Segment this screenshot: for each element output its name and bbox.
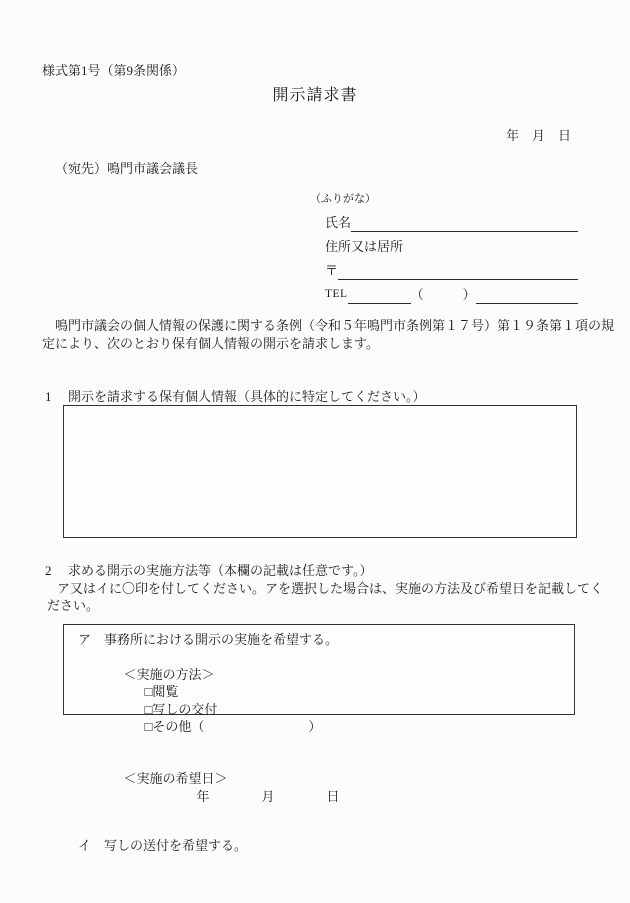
tel-label: TEL xyxy=(325,288,348,301)
option-a-label: ア xyxy=(78,632,92,647)
section-1-number: 1 xyxy=(45,389,52,404)
option-a-row xyxy=(78,631,574,648)
method-option-copy-delivery-label: 写しの交付 xyxy=(152,701,218,717)
option-b-row xyxy=(78,837,574,854)
tel-blank-line-1 xyxy=(348,303,411,304)
paragraph-line-2: 定により、次のとおり保有個人情報の開示を請求します。 xyxy=(42,336,379,351)
method-option-inspection xyxy=(145,684,179,699)
furigana-label: （ふりがな） xyxy=(310,193,376,205)
name-blank-line xyxy=(351,231,578,232)
addressee-line: （宛先）鳴門市議会議長 xyxy=(55,161,199,176)
statutory-citation-paragraph xyxy=(42,317,615,353)
option-b-label: イ xyxy=(78,838,92,854)
section-2-number: 2 xyxy=(45,563,52,578)
section-2-instruction-line-2: ださい。 xyxy=(47,598,100,613)
requested-information-entry-box xyxy=(63,405,577,538)
form-number: 様式第1号（第9条関係） xyxy=(42,63,186,78)
name-field-row xyxy=(325,208,578,232)
address-field-row xyxy=(325,232,578,256)
date-placeholder-line: 年 月 日 xyxy=(505,128,571,143)
method-option-other xyxy=(145,719,322,734)
option-a-text: 事務所における開示の実施を希望する。 xyxy=(104,632,339,647)
section-1-heading xyxy=(45,388,585,406)
method-option-inspection-label: 閲覧 xyxy=(152,684,179,700)
name-label: 氏名 xyxy=(325,215,352,231)
desired-date-label: ＜実施の希望日＞ xyxy=(123,771,228,787)
checkbox-inspection-icon: □ xyxy=(144,684,153,700)
address-label: 住所又は居所 xyxy=(325,239,404,255)
section-2-heading-text: 求める開示の実施方法等（本欄の記載は任意です。） xyxy=(68,563,373,578)
section-2-instruction-line-1: ア又はイに〇印を付してください。アを選択した場合は、実施の方法及び希望日を記載してく xyxy=(57,580,604,596)
implementation-method-label: ＜実施の方法＞ xyxy=(123,666,215,682)
checkbox-other-icon: □ xyxy=(144,719,153,735)
postal-code-blank-line xyxy=(338,279,578,280)
postal-code-field-row xyxy=(325,256,578,280)
tel-parentheses: （ ） xyxy=(410,287,476,303)
method-option-copy-delivery xyxy=(145,702,218,717)
checkbox-copy-delivery-icon: □ xyxy=(144,701,153,717)
desired-date-units: 年 月 日 xyxy=(196,788,340,804)
option-b-text: 写しの送付を希望する。 xyxy=(104,838,248,854)
disclosure-method-options-box xyxy=(63,624,575,854)
implementation-method-row xyxy=(104,648,574,752)
tel-blank-line-2 xyxy=(476,303,578,304)
section-2-heading xyxy=(45,562,585,580)
paragraph-line-1: 鳴門市議会の個人情報の保護に関する条例（令和５年鳴門市条例第１７号）第１９条第１項の規 xyxy=(42,318,615,333)
options-box-spacer xyxy=(78,822,574,837)
section-1-heading-text: 開示を請求する保有個人情報（具体的に特定してください。） xyxy=(68,389,426,404)
page-title: 開示請求書 xyxy=(272,87,358,104)
method-option-other-label: その他（ ） xyxy=(152,719,322,735)
section-2-block xyxy=(45,562,604,615)
tel-field-row xyxy=(325,280,578,304)
desired-date-row xyxy=(104,753,574,823)
applicant-block xyxy=(310,192,578,304)
postal-mark: 〒 xyxy=(325,263,339,279)
